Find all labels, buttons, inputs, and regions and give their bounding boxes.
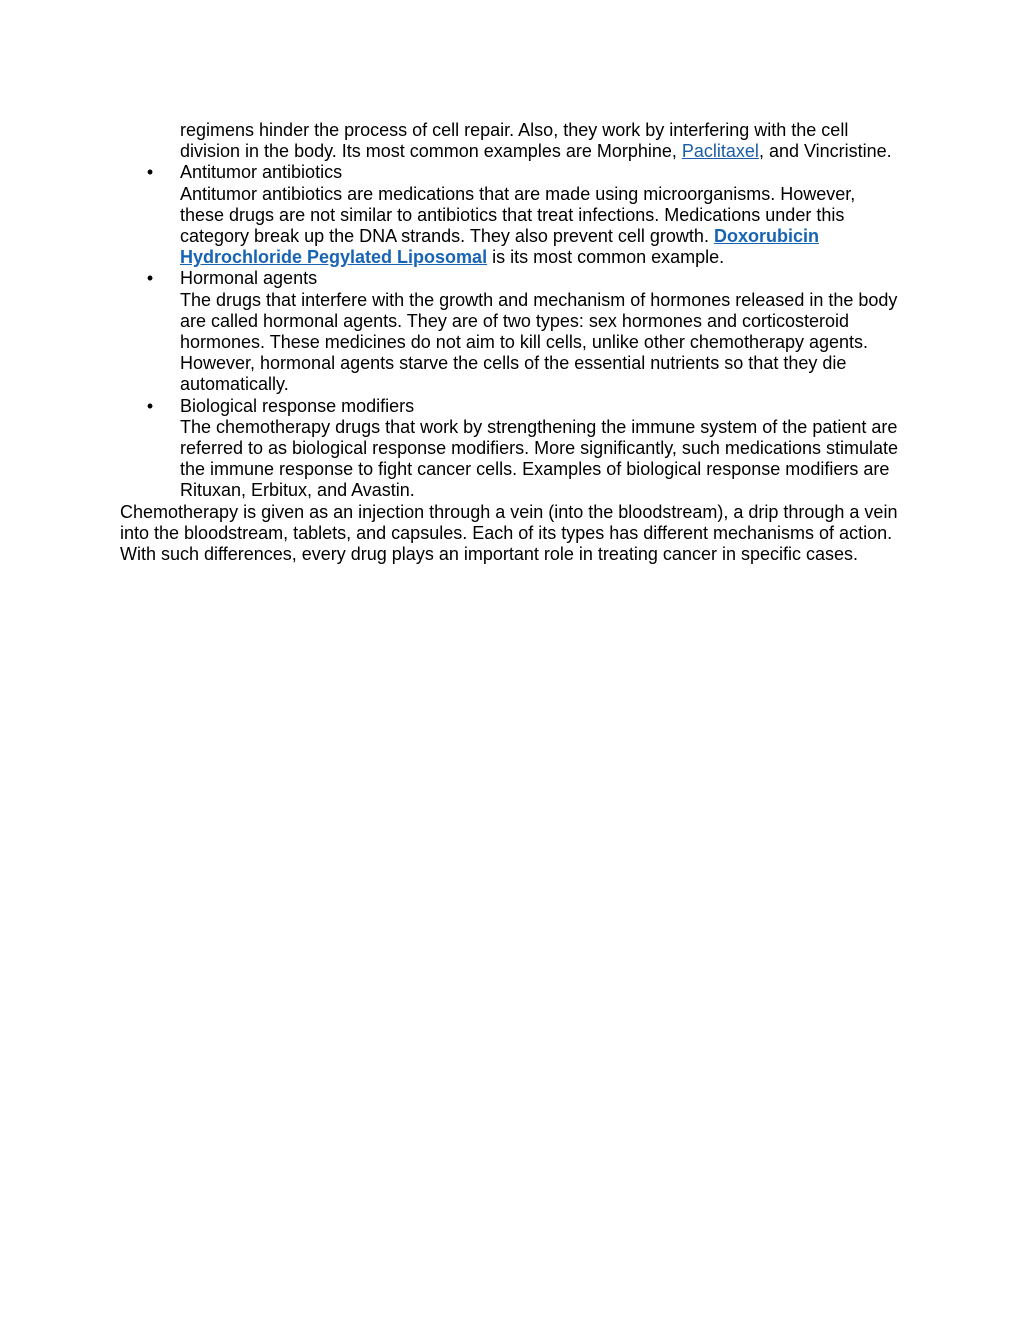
list-item-continuation	[120, 120, 900, 162]
chemotherapy-types-list	[120, 120, 900, 502]
continuation-text	[180, 120, 900, 162]
item-body: The drugs that interfere with the growth and mechanism of hormones released in the body are called hormonal agents. They are of two types: sex hormones and corticosteroid hormones. These medicines do not aim to kill cells, unlike other chemotherapy agents. However, hormonal agents starve the cells of the essential nutrients so that they die automatically.	[180, 289, 898, 395]
document-page	[120, 120, 900, 565]
item-title: Hormonal agents	[180, 268, 318, 289]
paclitaxel-link[interactable]: Paclitaxel	[681, 141, 759, 162]
bullet-icon: •	[146, 162, 154, 183]
continuation-text-after: , and Vincristine.	[758, 141, 892, 162]
list-item-biological-response-modifiers	[120, 396, 900, 502]
list-item-antitumor-antibiotics	[120, 162, 900, 268]
list-item-hormonal-agents	[120, 268, 900, 395]
bullet-icon: •	[146, 268, 154, 289]
item-body-before: Antitumor antibiotics are medications that are made using microorganisms. However, these drugs are not similar to antibiotics that treat infections. Medications under this category break up the DNA strands. They also prevent cell growth.	[180, 183, 856, 247]
continuation-text-before: regimens hinder the process of cell repair. Also, they work by interfering with the cell division in the body. Its most common examples are Morphine,	[180, 120, 849, 162]
bullet-icon: •	[146, 395, 154, 416]
closing-paragraph: Chemotherapy is given as an injection through a vein (into the bloodstream), a drip through a vein into the bloodstream, tablets, and capsules. Each of its types has different mechanisms of action. With such differences, every drug plays an important role in treating cancer in specific cases.	[120, 501, 898, 565]
item-title: Biological response modifiers	[180, 395, 415, 416]
item-body: The chemotherapy drugs that work by strengthening the immune system of the patient are referred to as biological response modifiers. More significantly, such medications stimulate the immune response to fight cancer cells. Examples of biological response modifiers are Rituxan, Erbitux, and Avastin.	[180, 416, 898, 501]
item-body-after: is its most common example.	[487, 247, 725, 268]
item-title: Antitumor antibiotics	[180, 162, 343, 183]
item-body	[180, 184, 900, 269]
doxorubicin-link[interactable]: Doxorubicin Hydrochloride Pegylated Liposomal	[180, 226, 819, 268]
